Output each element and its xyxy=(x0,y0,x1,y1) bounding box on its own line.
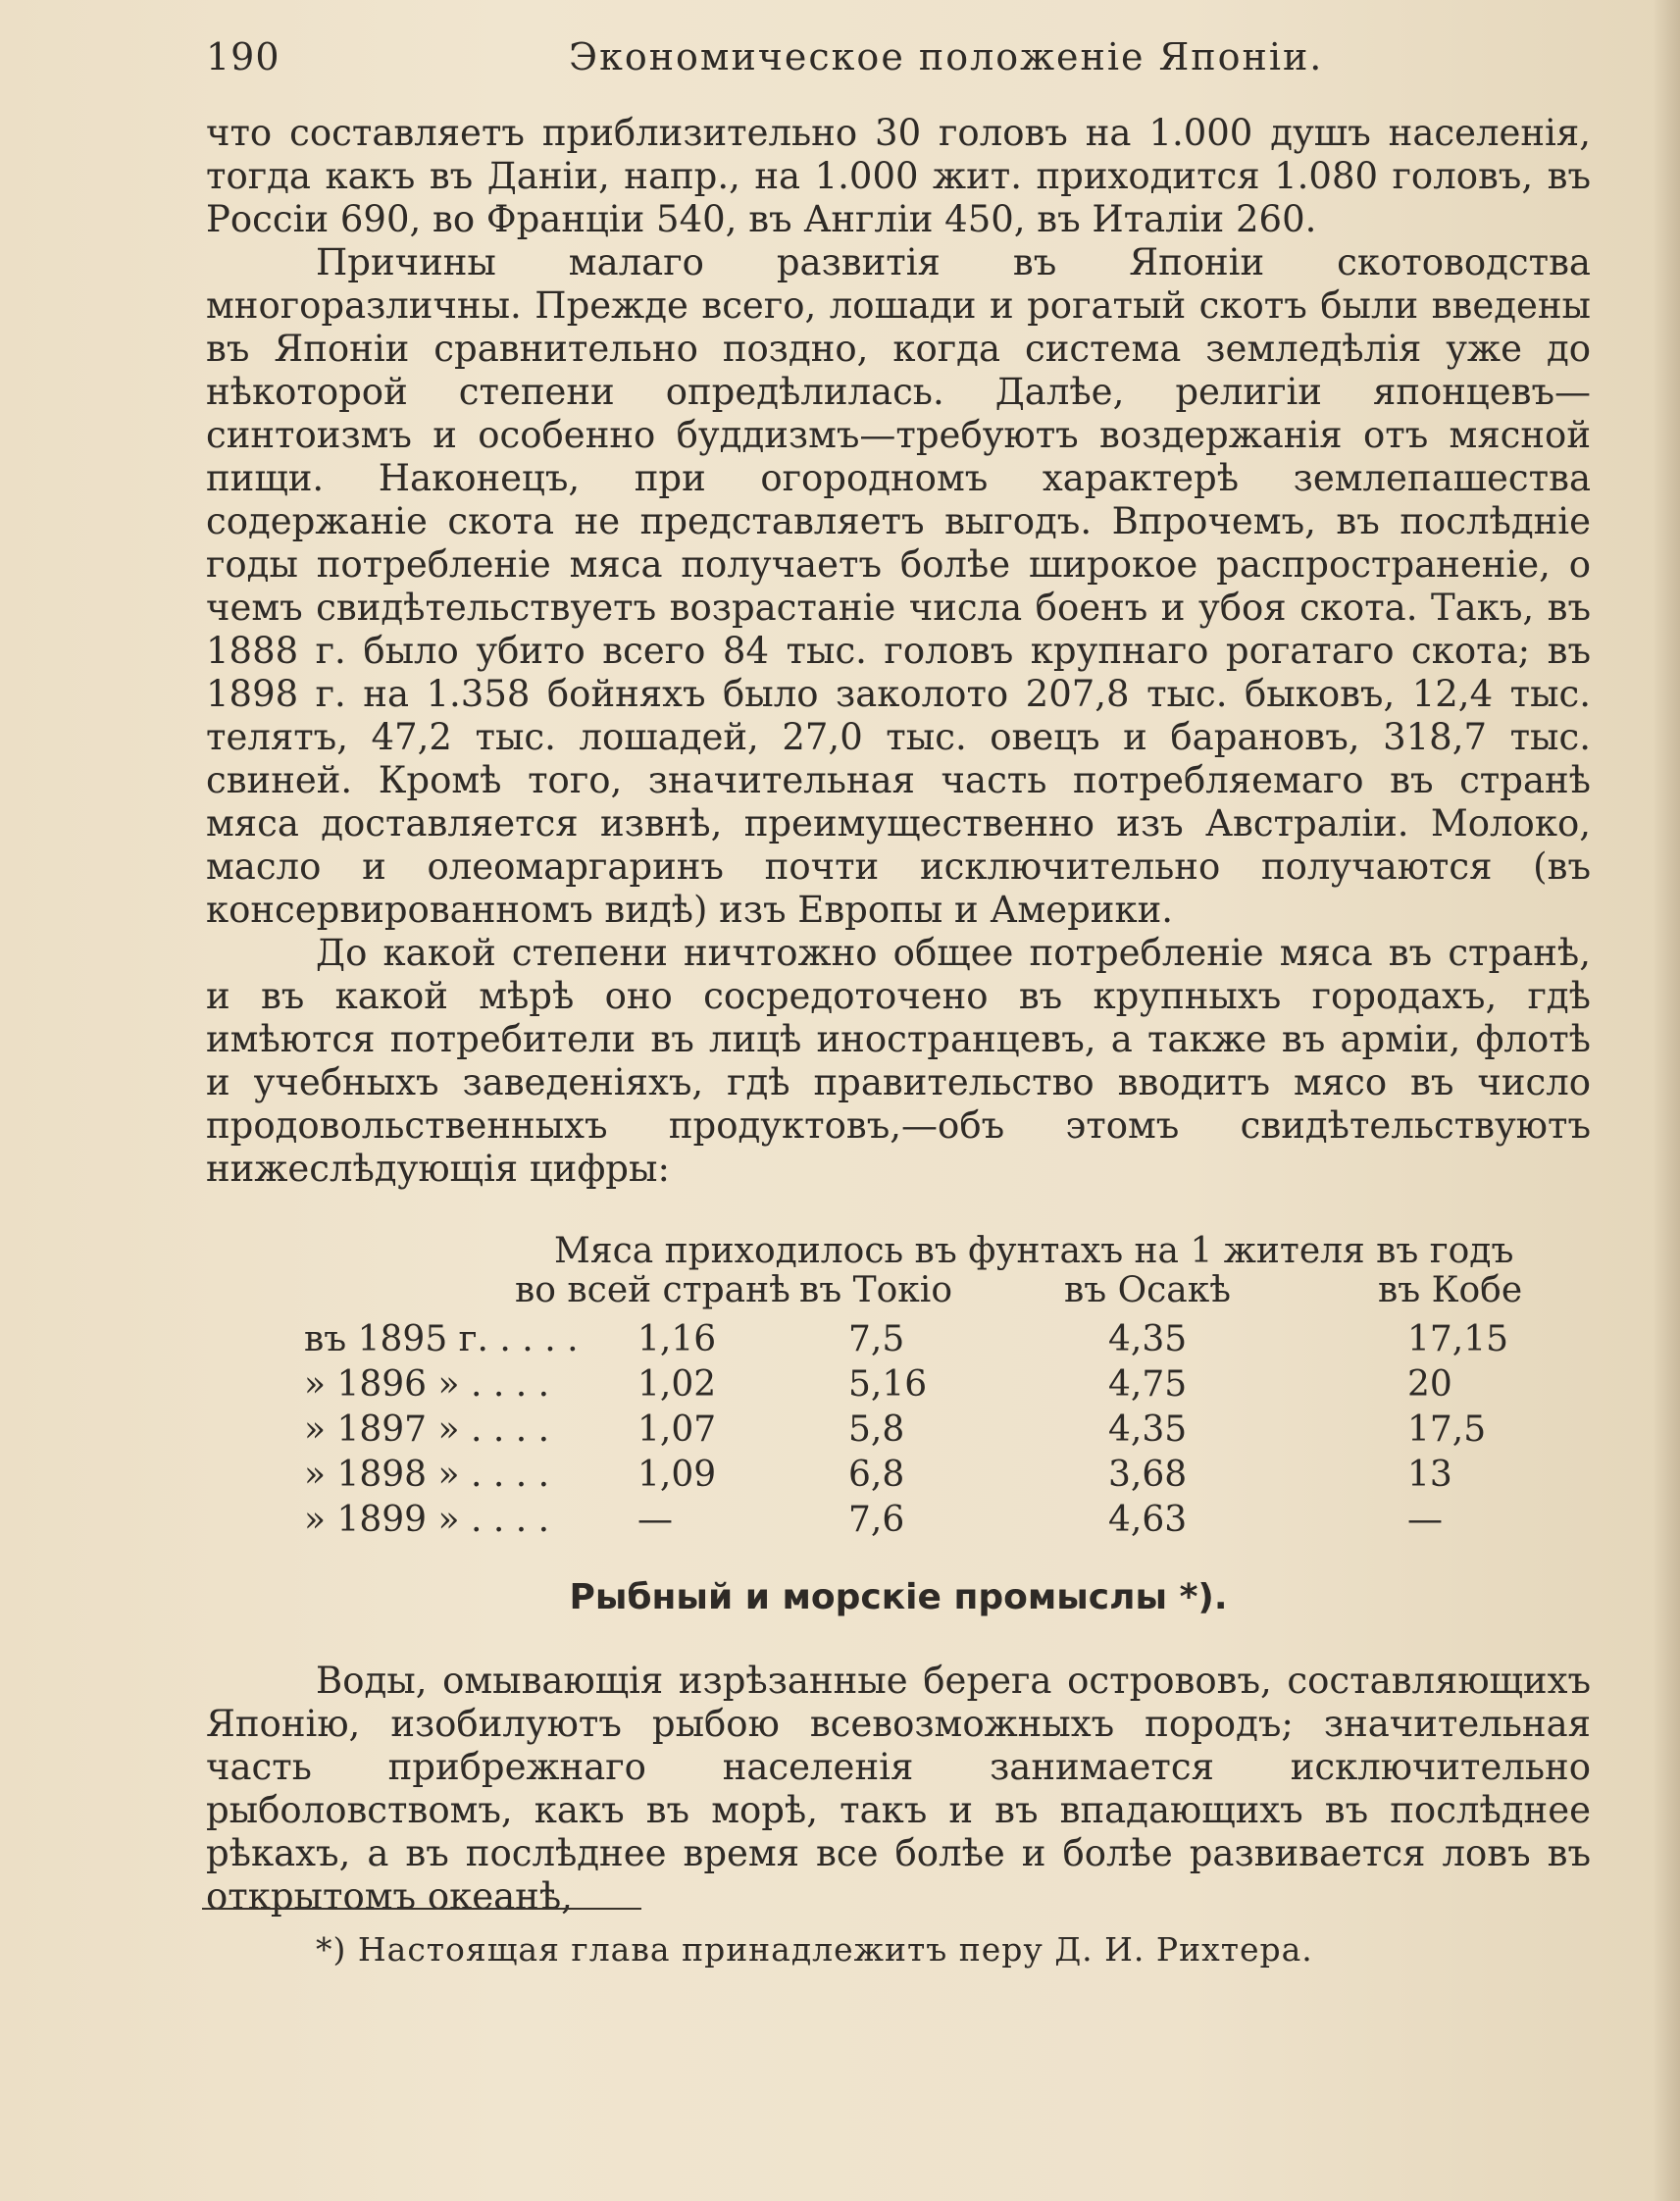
page-number: 190 xyxy=(206,35,280,78)
cell-tokyo: 5,8 xyxy=(848,1409,905,1450)
cell-country: 1,16 xyxy=(637,1319,717,1359)
footnote: *) Настоящая глава принадлежитъ перу Д. И. Рихтера. xyxy=(316,1930,1313,1969)
cell-osaka: 4,63 xyxy=(1108,1500,1188,1540)
section-body xyxy=(206,1660,1591,1919)
cell-tokyo: 6,8 xyxy=(848,1455,905,1495)
table-caption: Мяса приходилось въ фунтахъ на 1 жителя въ годъ xyxy=(554,1231,1514,1271)
table-row xyxy=(206,1500,1591,1545)
cell-country: — xyxy=(637,1500,673,1540)
running-title: Экономическое положеніе Японіи. xyxy=(569,35,1324,78)
column-header: въ Осакѣ xyxy=(1064,1270,1231,1310)
cell-tokyo: 7,6 xyxy=(848,1500,905,1540)
meat-consumption-table xyxy=(206,1231,1591,1555)
table-row xyxy=(206,1409,1591,1455)
paragraph: что составляетъ приблизительно 30 головъ на 1.000 душъ населенія, тогда какъ въ Даніи, напр., на 1.000 жит. приходится 1.080 головъ, въ Россіи 690, во Франціи 540, въ Англіи 450, въ Италіи 260. xyxy=(206,112,1591,240)
cell-kobe: 20 xyxy=(1407,1364,1452,1405)
cell-country: 1,02 xyxy=(637,1364,717,1405)
cell-osaka: 3,68 xyxy=(1108,1455,1188,1495)
row-year: » 1898 » . . . . xyxy=(304,1455,550,1495)
table-column-headers xyxy=(515,1270,1584,1313)
cell-kobe: 17,5 xyxy=(1407,1409,1487,1450)
table-row xyxy=(206,1319,1591,1364)
paragraph: Воды, омывающія изрѣзанные берега острововъ, составляющихъ Японію, изобилуютъ рыбою всевозможныхъ породъ; значительная часть прибрежнаго населенія занимается исключительно рыболовствомъ, какъ въ морѣ, такъ и въ впадающихъ въ послѣднее рѣкахъ, а въ послѣднее время все болѣе и болѣе развивается ловъ въ открытомъ океанѣ, xyxy=(206,1660,1591,1918)
paragraph: Причины малаго развитія въ Японіи скотоводства многоразличны. Прежде всего, лошади и рогатый скотъ были введены въ Японіи сравнительно поздно, когда система земледѣлія уже до нѣкоторой степени опредѣлилась. Далѣе, религіи японцевъ—синтоизмъ и особенно буддизмъ—требуютъ воздержанія отъ мясной пищи. Наконецъ, при огородномъ характерѣ землепашества содержаніе скота не представляетъ выгодъ. Впрочемъ, въ послѣдніе годы потребленіе мяса получаетъ болѣе широкое распространеніе, о чемъ свидѣтельствуетъ возрастаніе числа боенъ и убоя скота. Такъ, въ 1888 г. было убито всего 84 тыс. головъ крупнаго рогатаго скота; въ 1898 г. на 1.358 бойняхъ было заколото 207,8 тыс. быковъ, 12,4 тыс. телятъ, 47,2 тыс. лошадей, 27,0 тыс. овецъ и барановъ, 318,7 тыс. свиней. Кромѣ того, значительная часть потребляемаго въ странѣ мяса доставляется извнѣ, преимущественно изъ Австраліи. Молоко, масло и олеомаргаринъ почти исключительно получаются (въ консервированномъ видѣ) изъ Европы и Америки. xyxy=(206,241,1591,931)
footnote-divider xyxy=(202,1908,641,1910)
cell-kobe: 17,15 xyxy=(1407,1319,1509,1359)
body-text xyxy=(206,112,1591,1191)
row-year: » 1899 » . . . . xyxy=(304,1500,550,1540)
row-year: » 1896 » . . . . xyxy=(304,1364,550,1405)
cell-kobe: 13 xyxy=(1407,1455,1452,1495)
cell-country: 1,07 xyxy=(637,1409,717,1450)
cell-osaka: 4,75 xyxy=(1108,1364,1188,1405)
row-year: » 1897 » . . . . xyxy=(304,1409,550,1450)
column-header: въ Токіо xyxy=(799,1270,952,1310)
row-year: въ 1895 г. . . . . xyxy=(304,1319,579,1359)
paragraph: До какой степени ничтожно общее потребленіе мяса въ странѣ, и въ какой мѣрѣ оно сосредоточено въ крупныхъ городахъ, гдѣ имѣются потребители въ лицѣ иностранцевъ, а также въ арміи, флотѣ и учебныхъ заведеніяхъ, гдѣ правительство вводитъ мясо въ число продовольственныхъ продуктовъ,—объ этомъ свидѣтельствуютъ нижеслѣдующія цифры: xyxy=(206,932,1591,1190)
section-title: Рыбный и морскіе промыслы *). xyxy=(569,1577,1228,1617)
page-edge-shadow xyxy=(1653,0,1680,2201)
cell-country: 1,09 xyxy=(637,1455,717,1495)
page-header xyxy=(206,35,1599,84)
cell-osaka: 4,35 xyxy=(1108,1319,1188,1359)
column-header: во всей странѣ xyxy=(515,1270,790,1310)
table-row xyxy=(206,1455,1591,1500)
cell-tokyo: 5,16 xyxy=(848,1364,928,1405)
cell-tokyo: 7,5 xyxy=(848,1319,905,1359)
column-header: въ Кобе xyxy=(1378,1270,1523,1310)
table-row xyxy=(206,1364,1591,1409)
cell-osaka: 4,35 xyxy=(1108,1409,1188,1450)
cell-kobe: — xyxy=(1407,1500,1443,1540)
